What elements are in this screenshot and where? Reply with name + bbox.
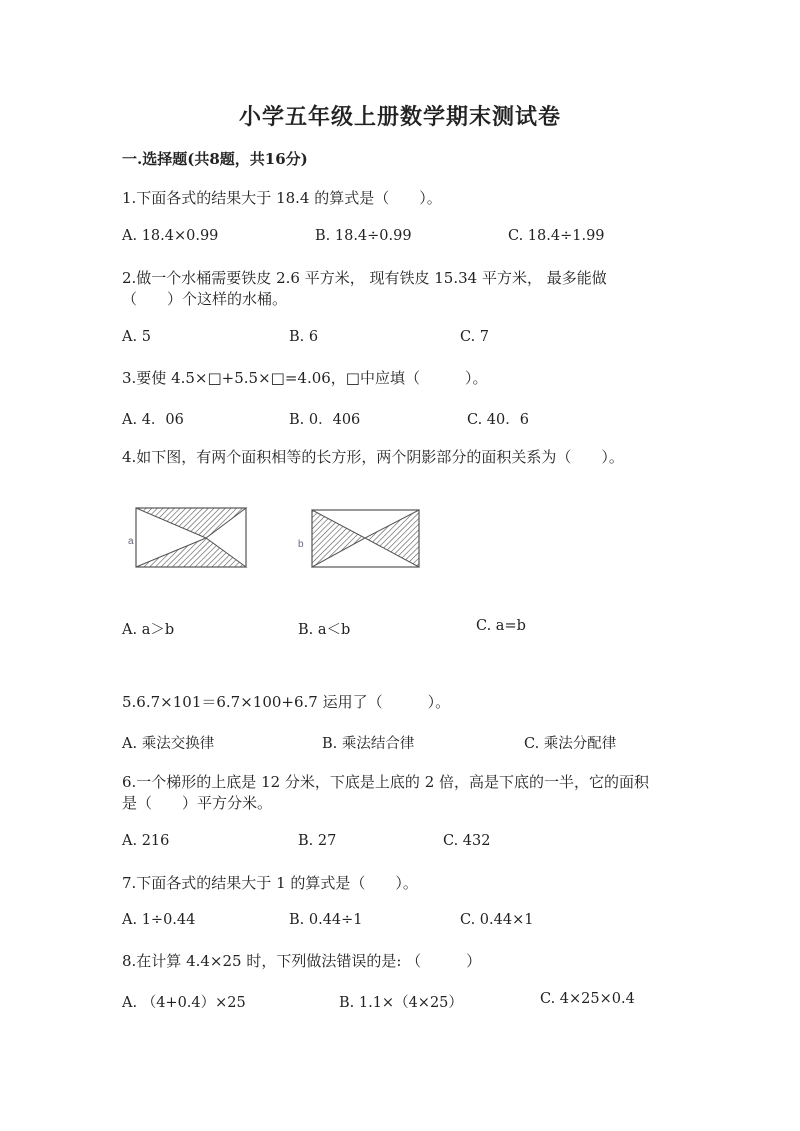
q2-option-a: A. 5 (122, 329, 151, 345)
rectangles-figure (120, 500, 430, 580)
section-heading: 一.选择题(共8题，共16分) (122, 150, 308, 168)
q1-option-a: A. 18.4×0.99 (122, 228, 219, 244)
figure-label-a: a (128, 536, 134, 547)
figure-b (312, 510, 419, 567)
q5-option-c: C. 乘法分配律 (524, 736, 617, 752)
q8-option-c: C. 4×25×0.4 (540, 991, 635, 1007)
q3-option-a: A. 4．06 (122, 412, 184, 428)
q2-option-c: C. 7 (460, 329, 490, 345)
q7-option-c: C. 0.44×1 (460, 912, 534, 928)
figure-label-b: b (298, 539, 304, 550)
question-4: 4.如下图，有两个面积相等的长方形，两个阴影部分的面积关系为（ ）。 (122, 448, 624, 466)
q7-option-b: B. 0.44÷1 (289, 912, 363, 928)
question-7: 7.下面各式的结果大于 1 的算式是（ ）。 (122, 874, 418, 892)
figure-a (136, 508, 246, 567)
question-5: 5.6.7×101＝6.7×100+6.7 运用了（ ）。 (122, 693, 451, 711)
q4-option-c: C. a=b (476, 618, 526, 634)
question-2: 2.做一个水桶需要铁皮 2.6 平方米， 现有铁皮 15.34 平方米， 最多能做 (122, 269, 607, 287)
page-title: 小学五年级上册数学期末测试卷 (238, 104, 561, 130)
q6-option-a: A. 216 (122, 833, 170, 849)
q3-option-c: C. 40．6 (467, 412, 529, 428)
q2-option-b: B. 6 (289, 329, 319, 345)
q1-option-b: B. 18.4÷0.99 (315, 228, 412, 244)
question-6: 6.一个梯形的上底是 12 分米，下底是上底的 2 倍，高是下底的一半，它的面积 (122, 773, 650, 791)
q4-option-a: A. a＞b (122, 622, 175, 638)
q5-option-b: B. 乘法结合律 (322, 736, 415, 752)
question-3: 3.要使 4.5×□+5.5×□=4.06，□中应填（ ）。 (122, 369, 488, 387)
question-1: 1.下面各式的结果大于 18.4 的算式是（ ）。 (122, 189, 442, 207)
q3-option-b: B. 0．406 (289, 412, 361, 428)
question-8: 8.在计算 4.4×25 时，下列做法错误的是: （ ） (122, 952, 482, 970)
q7-option-a: A. 1÷0.44 (122, 912, 196, 928)
q6-option-c: C. 432 (443, 833, 491, 849)
question-6-line-2: 是（ ）平方分米。 (122, 794, 273, 812)
q8-option-b: B. 1.1×（4×25） (339, 995, 463, 1011)
q1-option-c: C. 18.4÷1.99 (508, 228, 605, 244)
q8-option-a: A. （4+0.4）×25 (122, 995, 246, 1011)
question-2-line-2: （ ）个这样的水桶。 (122, 290, 288, 308)
q4-option-b: B. a＜b (298, 622, 351, 638)
q6-option-b: B. 27 (298, 833, 337, 849)
q5-option-a: A. 乘法交换律 (122, 736, 215, 752)
